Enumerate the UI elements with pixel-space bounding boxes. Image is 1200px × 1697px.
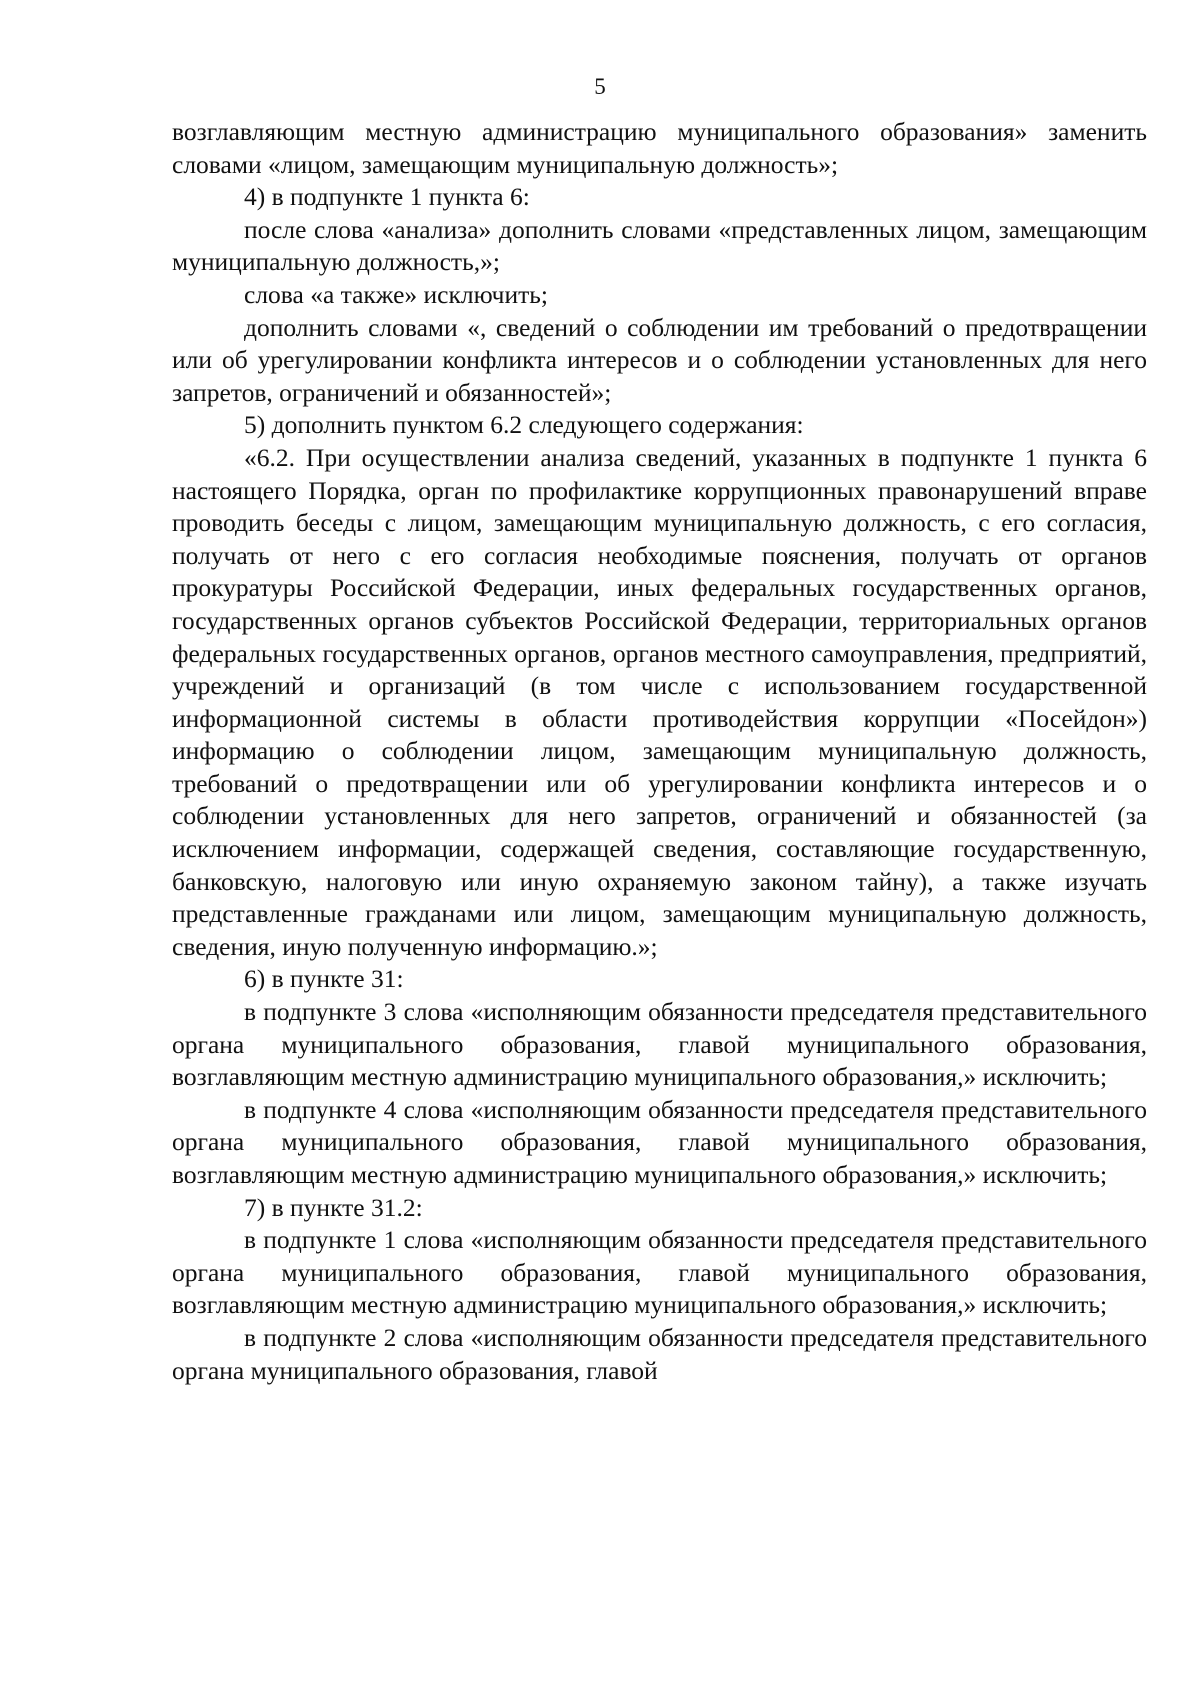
document-body xyxy=(172,116,1147,1387)
paragraph: «6.2. При осуществлении анализа сведений, указанных в подпункте 1 пункта 6 настоящего Порядка, орган по профилактике коррупционных правонарушений вправе проводить беседы с лицом, замещающим муниципальную должность, с его согласия, получать от него с его согласия необходимые пояснения, получать от органов прокуратуры Российской Федерации, иных федеральных государственных органов, государственных органов субъектов Российской Федерации, территориальных органов федеральных государственных органов, органов местного самоуправления, предприятий, учреждений и организаций (в том числе с использованием государственной информационной системы в области противодействия коррупции «Посейдон») информацию о соблюдении лицом, замещающим муниципальную должность, требований о предотвращении или об урегулировании конфликта интересов и о соблюдении установленных для него запретов, ограничений и обязанностей (за исключением информации, содержащей сведения, составляющие государственную, банковскую, налоговую или иную охраняемую законом тайну), а также изучать представленные гражданами или лицом, замещающим муниципальную должность, сведения, иную полученную информацию.»; xyxy=(172,442,1147,961)
paragraph: дополнить словами «, сведений о соблюдении им требований о предотвращении или об урегулировании конфликта интересов и о соблюдении установленных для него запретов, ограничений и обязанностей»; xyxy=(172,312,1147,407)
paragraph: в подпункте 4 слова «исполняющим обязанности председателя представительного органа муниципального образования, главой муниципального образования, возглавляющим местную администрацию муниципального образования,» исключить; xyxy=(172,1094,1147,1189)
paragraph: 7) в пункте 31.2: xyxy=(244,1192,423,1222)
paragraph: 6) в пункте 31: xyxy=(244,964,404,994)
paragraph: в подпункте 3 слова «исполняющим обязанности председателя представительного органа муниципального образования, главой муниципального образования, возглавляющим местную администрацию муниципального образования,» исключить; xyxy=(172,997,1147,1092)
paragraph: в подпункте 2 слова «исполняющим обязанности председателя представительного органа муниципального образования, главой xyxy=(172,1322,1147,1385)
page-number: 5 xyxy=(594,74,606,99)
paragraph: 5) дополнить пунктом 6.2 следующего содержания: xyxy=(244,410,804,440)
paragraph: слова «а также» исключить; xyxy=(244,279,549,309)
paragraph: после слова «анализа» дополнить словами «представленных лицом, замещающим муниципальную должность,»; xyxy=(172,214,1147,277)
paragraph: в подпункте 1 слова «исполняющим обязанности председателя представительного органа муниципального образования, главой муниципального образования, возглавляющим местную администрацию муниципального образования,» исключить; xyxy=(172,1225,1147,1320)
paragraph: возглавляющим местную администрацию муниципального образования» заменить словами «лицом, замещающим муниципальную должность»; xyxy=(172,117,1147,179)
paragraph: 4) в подпункте 1 пункта 6: xyxy=(244,182,530,212)
